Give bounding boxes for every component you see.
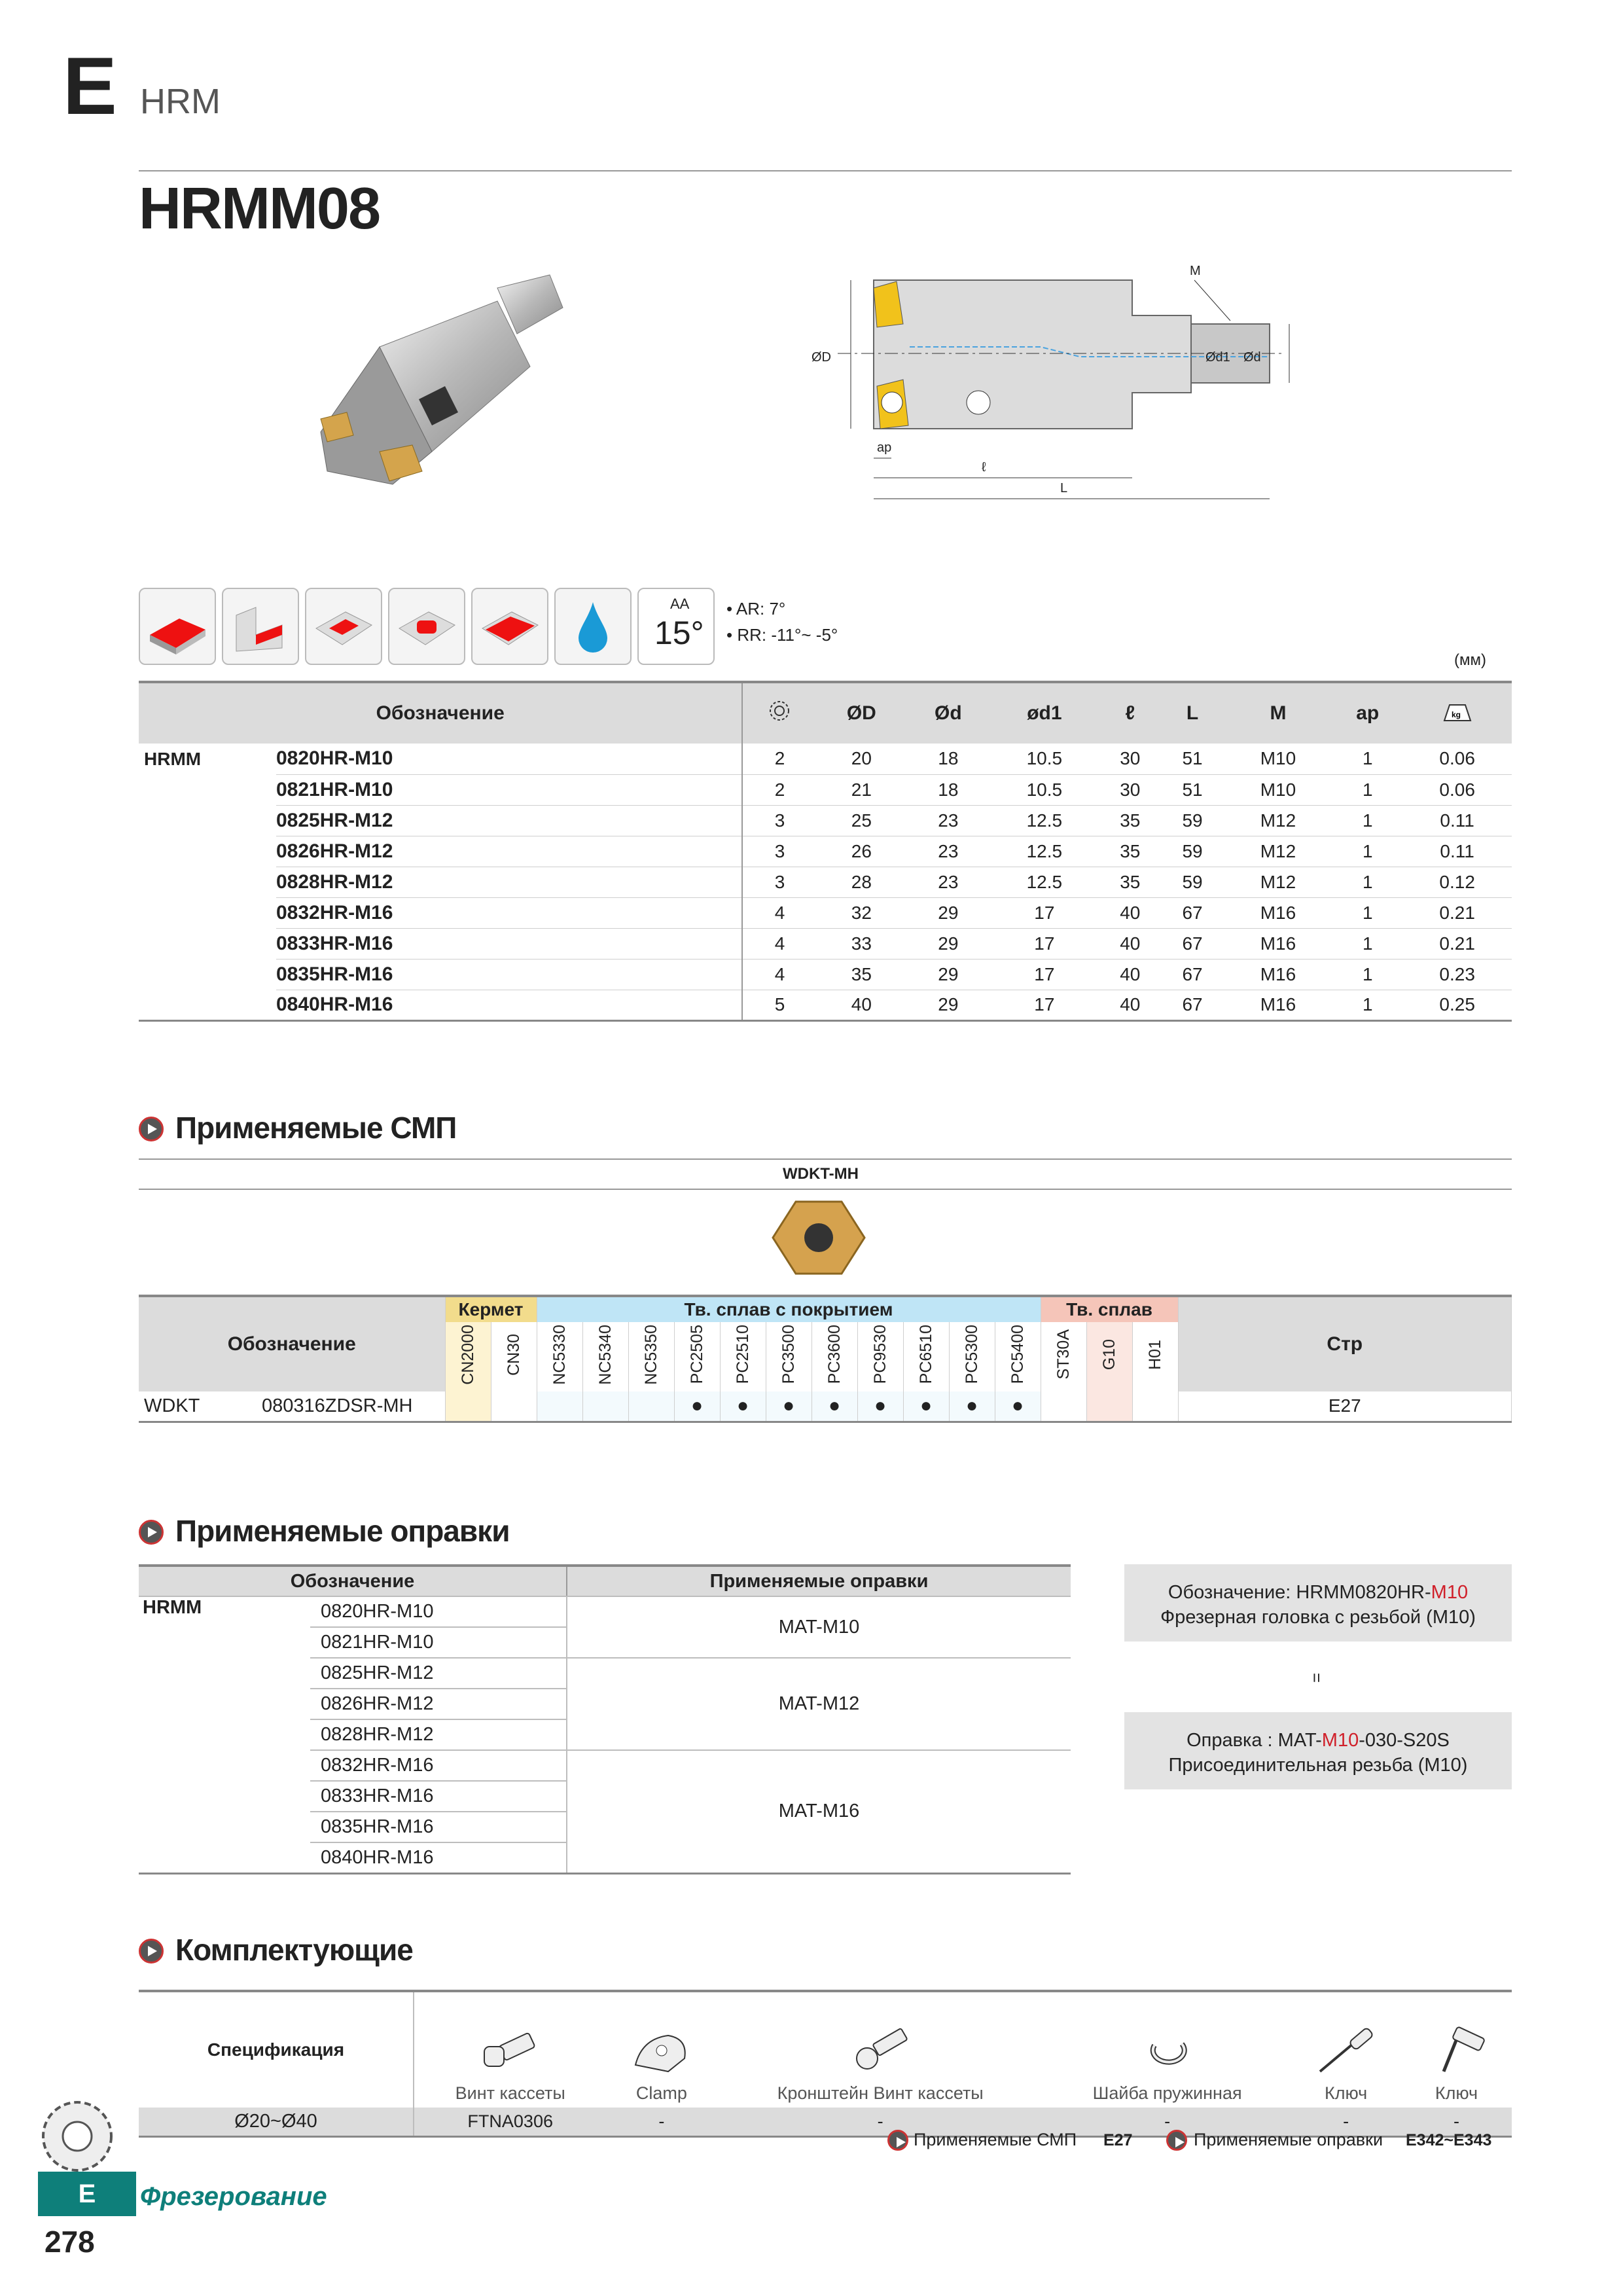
cell-ap: 1 [1332, 744, 1402, 774]
cell-d: 18 [906, 774, 990, 805]
insert-page-ref[interactable]: E27 [1178, 1391, 1512, 1422]
grade-mark: ● [720, 1391, 766, 1422]
note2-text: Оправка : MAT- [1186, 1730, 1322, 1751]
unit-label: (мм) [1454, 651, 1486, 669]
note1-line2: Фрезерная головка с резьбой (M10) [1160, 1607, 1476, 1628]
note2-line2: Присоединительная резьба (M10) [1168, 1755, 1468, 1776]
cell-z: 4 [742, 928, 816, 959]
slotting-icon [305, 588, 382, 665]
cell-L: 67 [1161, 959, 1223, 990]
cell-d: 29 [906, 959, 990, 990]
cell-M: M16 [1224, 990, 1333, 1020]
parts-item [414, 1991, 606, 2108]
arbors-code: 0820HR-M10 [310, 1596, 567, 1627]
rr-angle: • RR: -11°~ -5° [726, 625, 838, 645]
angle-box [637, 588, 715, 665]
grade-label: PC9530 [870, 1325, 889, 1384]
cell-L: 51 [1161, 744, 1223, 774]
ar-angle: • AR: 7° [726, 599, 786, 619]
aa-label: AA [670, 596, 690, 612]
cell-z: 4 [742, 959, 816, 990]
arrow-icon [139, 1939, 164, 1964]
col-l: ℓ [1099, 682, 1161, 744]
cell-z: 5 [742, 990, 816, 1020]
cell-ap: 1 [1332, 897, 1402, 928]
cell-kg: 0.11 [1402, 836, 1512, 867]
arbors-code: 0835HR-M16 [310, 1812, 567, 1842]
grade-mark: ● [812, 1391, 857, 1422]
grade-mark [1132, 1391, 1178, 1422]
cell-l: 35 [1099, 805, 1161, 836]
milling-wheel-icon [38, 2097, 116, 2176]
note2-text-b: -030-S20S [1359, 1730, 1450, 1751]
grade-label: PC6510 [916, 1325, 935, 1384]
cell-D: 32 [817, 897, 907, 928]
parts-item-label: Ключ [1435, 2083, 1478, 2103]
arbors-code: 0840HR-M16 [310, 1842, 567, 1873]
grade-label: PC5400 [1008, 1325, 1027, 1384]
technical-drawing [812, 262, 1309, 511]
arbors-table [139, 1564, 1071, 1874]
grade-cn30 [491, 1322, 537, 1391]
arbor-note-2 [1124, 1712, 1512, 1789]
coolant-icon [554, 588, 632, 665]
arbor-m16: MAT-M16 [567, 1750, 1071, 1873]
cell-D: 40 [817, 990, 907, 1020]
grade-label: NC5340 [596, 1324, 615, 1385]
grade-mark: ● [995, 1391, 1041, 1422]
arbors-code: 0821HR-M10 [310, 1627, 567, 1658]
grade-mark [582, 1391, 628, 1422]
table-row [139, 990, 1512, 1020]
spring-washer-icon [1128, 2026, 1207, 2078]
parts-value: - [1343, 2111, 1349, 2131]
group-coated: Тв. сплав с покрытием [537, 1296, 1041, 1322]
grade-mark [445, 1391, 491, 1422]
arbors-code: 0825HR-M12 [310, 1658, 567, 1689]
arrow-icon [887, 2130, 908, 2151]
inserts-designation-header: Обозначение [139, 1296, 445, 1391]
grade-mark: ● [674, 1391, 720, 1422]
cell-D: 26 [817, 836, 907, 867]
cell-d: 29 [906, 897, 990, 928]
cell-kg: 0.21 [1402, 928, 1512, 959]
group-carbide: Тв. сплав [1041, 1296, 1178, 1322]
cell-L: 59 [1161, 805, 1223, 836]
cell-D: 28 [817, 867, 907, 897]
arbors-section-title: Применяемые оправки [175, 1514, 510, 1548]
insert-image [770, 1195, 868, 1280]
cell-M: M10 [1224, 744, 1333, 774]
cell-L: 67 [1161, 897, 1223, 928]
dim-L-label: L [1060, 481, 1068, 495]
cell-M: M10 [1224, 774, 1333, 805]
cell-code: 0835HR-M16 [276, 959, 742, 990]
col-L: L [1161, 682, 1223, 744]
cell-L: 67 [1161, 928, 1223, 959]
parts-item [1401, 1991, 1512, 2108]
page-title: HRMM08 [139, 176, 380, 242]
col-M: M [1224, 682, 1333, 744]
table-row [139, 774, 1512, 805]
inserts-rule [139, 1158, 1512, 1160]
grade-pc9530 [857, 1322, 903, 1391]
cell-kg: 0.06 [1402, 744, 1512, 774]
grade-mark [1041, 1391, 1086, 1422]
cell-d1: 17 [990, 959, 1099, 990]
cell-prefix [139, 990, 276, 1020]
arrow-icon [139, 1520, 164, 1545]
cell-ap: 1 [1332, 774, 1402, 805]
table-row [139, 805, 1512, 836]
cell-L: 67 [1161, 990, 1223, 1020]
grade-mark [537, 1391, 582, 1422]
grade-mark: ● [766, 1391, 812, 1422]
table-row [139, 744, 1512, 774]
bracket-screw-icon [841, 2026, 919, 2078]
cell-kg: 0.11 [1402, 805, 1512, 836]
cell-ap: 1 [1332, 990, 1402, 1020]
cell-M: M12 [1224, 805, 1333, 836]
cell-d: 23 [906, 805, 990, 836]
footer-link-inserts[interactable]: Применяемые СМП [914, 2130, 1077, 2149]
cell-prefix [139, 836, 276, 867]
key-icon [1307, 2026, 1385, 2078]
dim-ap-label: ap [877, 440, 892, 455]
face-milling-icon [139, 588, 216, 665]
page-header: Стр [1178, 1296, 1512, 1391]
grade-pc6510 [903, 1322, 949, 1391]
cell-d1: 17 [990, 897, 1099, 928]
grade-mark [491, 1391, 537, 1422]
grade-label: PC5300 [962, 1325, 981, 1384]
inserts-section-title: Применяемые СМП [175, 1111, 457, 1145]
grade-label: CN30 [504, 1333, 523, 1376]
cell-code: 0833HR-M16 [276, 928, 742, 959]
grade-label: ST30A [1054, 1329, 1073, 1380]
grade-pc3600 [812, 1322, 857, 1391]
cell-code: 0825HR-M12 [276, 805, 742, 836]
parts-item-label: Шайба пружинная [1092, 2083, 1242, 2103]
arbors-code: 0826HR-M12 [310, 1689, 567, 1719]
grade-mark: ● [949, 1391, 995, 1422]
cell-d: 29 [906, 928, 990, 959]
weight-icon [1443, 700, 1472, 722]
cell-z: 3 [742, 867, 816, 897]
parts-table [139, 1990, 1512, 2138]
arbors-code: 0832HR-M16 [310, 1750, 567, 1781]
cell-D: 33 [817, 928, 907, 959]
cell-d: 23 [906, 867, 990, 897]
cell-code: 0828HR-M12 [276, 867, 742, 897]
group-cermet: Кермет [445, 1296, 537, 1322]
cell-ap: 1 [1332, 928, 1402, 959]
grade-pc5300 [949, 1322, 995, 1391]
cell-d: 18 [906, 744, 990, 774]
cell-code: 0832HR-M16 [276, 897, 742, 928]
parts-section-title: Комплектующие [175, 1933, 413, 1967]
cell-L: 51 [1161, 774, 1223, 805]
parts-item-label: Ключ [1325, 2083, 1368, 2103]
arbor-note-1 [1124, 1564, 1512, 1641]
page-number: 278 [45, 2225, 95, 2259]
cell-prefix [139, 867, 276, 897]
parts-item-label: Кронштейн Винт кассеты [777, 2083, 984, 2103]
clamp-icon [622, 2026, 701, 2078]
grade-nc5350 [628, 1322, 674, 1391]
footer-link-arbors-page[interactable]: E342~E343 [1406, 2131, 1492, 2149]
grade-label: CN2000 [458, 1324, 477, 1385]
col-d1: ød1 [990, 682, 1099, 744]
table-row [139, 867, 1512, 897]
parts-value: - [1164, 2111, 1171, 2131]
cell-l: 40 [1099, 897, 1161, 928]
arbors-code: 0828HR-M12 [310, 1719, 567, 1750]
parts-range: Ø20~Ø40 [139, 2108, 414, 2136]
cell-l: 35 [1099, 867, 1161, 897]
grade-label: NC5350 [641, 1324, 660, 1385]
grade-h01 [1132, 1322, 1178, 1391]
cell-D: 20 [817, 744, 907, 774]
cell-d1: 10.5 [990, 774, 1099, 805]
insert-row-designation [139, 1391, 445, 1422]
insert-prefix: WDKT [144, 1395, 200, 1416]
cell-kg: 0.25 [1402, 990, 1512, 1020]
cell-prefix [139, 774, 276, 805]
arbor-m12: MAT-M12 [567, 1658, 1071, 1750]
cell-code: 0840HR-M16 [276, 990, 742, 1020]
parts-value: - [877, 2111, 883, 2131]
parts-spec-header: Спецификация [139, 1991, 414, 2108]
arbors-code: 0833HR-M16 [310, 1781, 567, 1812]
cell-z: 3 [742, 805, 816, 836]
cell-L: 59 [1161, 836, 1223, 867]
grade-mark: ● [857, 1391, 903, 1422]
tool-photo [301, 262, 576, 511]
inserts-rule-2 [139, 1189, 1512, 1190]
parts-item-label: Clamp [635, 2083, 687, 2103]
parts-value: FTNA0306 [467, 2111, 553, 2131]
cell-l: 35 [1099, 836, 1161, 867]
cell-d1: 17 [990, 928, 1099, 959]
note1-text: Обозначение: HRMM0820HR- [1168, 1582, 1431, 1603]
grade-pc2505 [674, 1322, 720, 1391]
table-row [139, 836, 1512, 867]
svg-text:kg: kg [1451, 710, 1461, 719]
col-d: Ød [906, 682, 990, 744]
grade-label: G10 [1099, 1338, 1118, 1371]
cell-d1: 17 [990, 990, 1099, 1020]
arbors-prefix: HRMM [143, 1597, 202, 1618]
cell-prefix [139, 959, 276, 990]
chapter-letter: E [63, 41, 117, 132]
cell-d: 29 [906, 990, 990, 1020]
grade-nc5330 [537, 1322, 582, 1391]
cell-M: M16 [1224, 928, 1333, 959]
cell-prefix [139, 897, 276, 928]
equals-sign: = [1307, 1672, 1327, 1683]
cell-M: M16 [1224, 897, 1333, 928]
footer-link-arbors[interactable]: Применяемые оправки [1194, 2130, 1383, 2149]
cell-z: 3 [742, 836, 816, 867]
cell-L: 59 [1161, 867, 1223, 897]
dim-M-label: M [1190, 264, 1201, 278]
cell-kg: 0.23 [1402, 959, 1512, 990]
grade-label: NC5330 [550, 1324, 569, 1385]
cell-M: M16 [1224, 959, 1333, 990]
grade-label: PC2510 [733, 1325, 752, 1384]
cell-M: M12 [1224, 867, 1333, 897]
parts-value: - [1454, 2111, 1460, 2131]
arbor-m10: MAT-M10 [567, 1596, 1071, 1658]
cell-D: 25 [817, 805, 907, 836]
arrow-icon [139, 1117, 164, 1141]
parts-item [1044, 1991, 1291, 2108]
cell-code: 0826HR-M12 [276, 836, 742, 867]
teeth-icon [768, 699, 791, 723]
grade-mark [628, 1391, 674, 1422]
col-D: ØD [817, 682, 907, 744]
dim-d-label: Ød [1243, 350, 1261, 365]
cell-l: 40 [1099, 928, 1161, 959]
grade-pc3500 [766, 1322, 812, 1391]
insert-code: 080316ZDSR-MH [262, 1395, 413, 1416]
cell-ap: 1 [1332, 836, 1402, 867]
arbors-col-arbor: Применяемые оправки [567, 1566, 1071, 1596]
cell-kg: 0.21 [1402, 897, 1512, 928]
grade-pc5400 [995, 1322, 1041, 1391]
series-label: HRM [140, 82, 221, 121]
table-row [139, 897, 1512, 928]
cell-ap: 1 [1332, 805, 1402, 836]
parts-value: - [658, 2111, 665, 2131]
cell-kg: 0.12 [1402, 867, 1512, 897]
grade-label: H01 [1145, 1339, 1164, 1370]
dim-l-label: ℓ [982, 460, 986, 475]
dim-D-label: ØD [812, 350, 831, 365]
cell-l: 40 [1099, 990, 1161, 1020]
cell-z: 2 [742, 744, 816, 774]
cell-l: 30 [1099, 744, 1161, 774]
grade-st30a [1041, 1322, 1086, 1391]
cell-M: M12 [1224, 836, 1333, 867]
cell-z: 2 [742, 774, 816, 805]
arrow-icon [1166, 2130, 1187, 2151]
grade-label: PC2505 [687, 1325, 706, 1384]
cell-ap: 1 [1332, 959, 1402, 990]
grade-mark: ● [903, 1391, 949, 1422]
col-designation: Обозначение [139, 682, 742, 744]
cell-ap: 1 [1332, 867, 1402, 897]
cell-d1: 12.5 [990, 867, 1099, 897]
cell-d1: 12.5 [990, 836, 1099, 867]
parts-item [606, 1991, 717, 2108]
cell-prefix [139, 928, 276, 959]
chapter-tab: E [38, 2172, 136, 2216]
grade-g10 [1086, 1322, 1132, 1391]
grade-mark [1086, 1391, 1132, 1422]
parts-item-label: Винт кассеты [455, 2083, 565, 2103]
col-weight [1402, 682, 1512, 744]
footer-section: Фрезерование [140, 2182, 327, 2211]
cassette-screw-icon [471, 2026, 550, 2078]
cell-D: 35 [817, 959, 907, 990]
note1-red: M10 [1431, 1582, 1469, 1603]
table-row [139, 928, 1512, 959]
col-ap: ap [1332, 682, 1402, 744]
cell-l: 30 [1099, 774, 1161, 805]
cell-z: 4 [742, 897, 816, 928]
parts-item [717, 1991, 1044, 2108]
cell-d1: 10.5 [990, 744, 1099, 774]
inserts-table [139, 1295, 1512, 1423]
table-row [139, 959, 1512, 990]
key-icon [1418, 2026, 1496, 2078]
shoulder-milling-icon [222, 588, 299, 665]
col-teeth [742, 682, 816, 744]
grade-pc2510 [720, 1322, 766, 1391]
cell-code: 0820HR-M10 [276, 744, 742, 774]
arbors-col-designation: Обозначение [139, 1566, 567, 1596]
grade-label: PC3500 [779, 1325, 798, 1384]
grade-label: PC3600 [825, 1325, 844, 1384]
parts-item [1291, 1991, 1401, 2108]
grade-nc5340 [582, 1322, 628, 1391]
main-spec-table [139, 681, 1512, 1022]
ramping-icon [471, 588, 548, 665]
aa-value: 15° [654, 615, 704, 651]
cell-d: 23 [906, 836, 990, 867]
insert-name: WDKT-MH [783, 1165, 859, 1183]
footer-link-inserts-page[interactable]: E27 [1103, 2131, 1133, 2149]
cell-prefix [139, 805, 276, 836]
cell-code: 0821HR-M10 [276, 774, 742, 805]
grade-cn2000 [445, 1322, 491, 1391]
cell-D: 21 [817, 774, 907, 805]
dim-d1-label: Ød1 [1205, 350, 1230, 365]
cell-d1: 12.5 [990, 805, 1099, 836]
note2-red: M10 [1321, 1730, 1359, 1751]
cell-l: 40 [1099, 959, 1161, 990]
cell-kg: 0.06 [1402, 774, 1512, 805]
header-rule [139, 170, 1512, 171]
cell-prefix: HRMM [144, 748, 202, 769]
pocketing-icon [388, 588, 465, 665]
